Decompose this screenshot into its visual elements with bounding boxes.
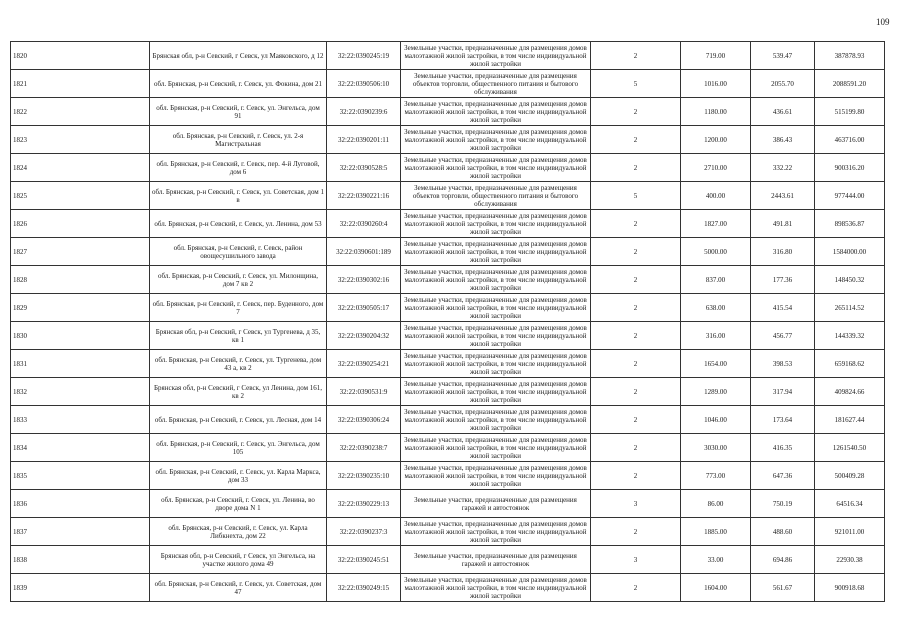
- area-cell: 1200.00: [681, 126, 751, 154]
- row-number: 1826: [11, 210, 150, 238]
- address-cell: обл. Брянская, р-н Севский, г. Севск, ул. Советская, дом 1 в: [150, 182, 327, 210]
- address-cell: Брянская обл, р-н Севский, г Севск, ул Ленина, дом 161, кв 2: [150, 378, 327, 406]
- cadastral-number-cell: 32:22:0390221:16: [327, 182, 401, 210]
- cadastral-number-cell: 32:22:0390302:16: [327, 266, 401, 294]
- cadastral-number-cell: 32:22:0390229:13: [327, 490, 401, 518]
- land-use-cell: Земельные участки, предназначенные для размещения домов малоэтажной жилой застройки, в том числе индивидуальной жилой застройки: [401, 378, 591, 406]
- address-cell: обл. Брянская, р-н Севский, г. Севск, пер. Буденного, дом 7: [150, 294, 327, 322]
- area-cell: 773.00: [681, 462, 751, 490]
- specific-value-cell: 173.64: [751, 406, 815, 434]
- cadastral-number-cell: 32:22:0390306:24: [327, 406, 401, 434]
- cadastral-value-cell: 1584000.00: [815, 238, 885, 266]
- land-use-cell: Земельные участки, предназначенные для размещения гаражей и автостоянок: [401, 490, 591, 518]
- cadastral-value-cell: 144339.32: [815, 322, 885, 350]
- area-cell: 316.00: [681, 322, 751, 350]
- area-cell: 719.00: [681, 42, 751, 70]
- group-number-cell: 2: [591, 518, 681, 546]
- address-cell: обл. Брянская, р-н Севский, г. Севск, район овощесушильного завода: [150, 238, 327, 266]
- table-row: [11, 406, 885, 434]
- group-number-cell: 5: [591, 182, 681, 210]
- group-number-cell: 2: [591, 126, 681, 154]
- cadastral-value-cell: 265114.52: [815, 294, 885, 322]
- cadastral-value-cell: 22930.38: [815, 546, 885, 574]
- table-row: [11, 70, 885, 98]
- land-use-cell: Земельные участки, предназначенные для размещения домов малоэтажной жилой застройки, в том числе индивидуальной жилой застройки: [401, 322, 591, 350]
- cadastral-number-cell: 32:22:0390531:9: [327, 378, 401, 406]
- table-row: [11, 574, 885, 602]
- table-row: [11, 210, 885, 238]
- address-cell: Брянская обл, р-н Севский, г Севск, ул Маяковского, д 12: [150, 42, 327, 70]
- row-number: 1832: [11, 378, 150, 406]
- land-use-cell: Земельные участки, предназначенные для размещения домов малоэтажной жилой застройки, в том числе индивидуальной жилой застройки: [401, 406, 591, 434]
- specific-value-cell: 750.19: [751, 490, 815, 518]
- address-cell: обл. Брянская, р-н Севский, г. Севск, ул. Милонщина, дом 7 кв 2: [150, 266, 327, 294]
- area-cell: 837.00: [681, 266, 751, 294]
- area-cell: 1885.00: [681, 518, 751, 546]
- cadastral-value-cell: 1261540.50: [815, 434, 885, 462]
- address-cell: обл. Брянская, р-н Севский, г. Севск, ул. Карла Маркса, дом 33: [150, 462, 327, 490]
- area-cell: 3030.00: [681, 434, 751, 462]
- land-use-cell: Земельные участки, предназначенные для размещения домов малоэтажной жилой застройки, в том числе индивидуальной жилой застройки: [401, 42, 591, 70]
- cadastral-value-cell: 900918.68: [815, 574, 885, 602]
- group-number-cell: 2: [591, 574, 681, 602]
- cadastral-value-cell: 2088591.20: [815, 70, 885, 98]
- row-number: 1835: [11, 462, 150, 490]
- specific-value-cell: 539.47: [751, 42, 815, 70]
- specific-value-cell: 332.22: [751, 154, 815, 182]
- cadastral-value-cell: 463716.00: [815, 126, 885, 154]
- land-use-cell: Земельные участки, предназначенные для размещения домов малоэтажной жилой застройки, в том числе индивидуальной жилой застройки: [401, 434, 591, 462]
- cadastral-number-cell: 32:22:0390237:3: [327, 518, 401, 546]
- table-row: [11, 98, 885, 126]
- table-row: [11, 322, 885, 350]
- specific-value-cell: 416.35: [751, 434, 815, 462]
- specific-value-cell: 456.77: [751, 322, 815, 350]
- address-cell: обл. Брянская, р-н Севский, г. Севск, ул. Карла Либкнехта, дом 22: [150, 518, 327, 546]
- table-row: [11, 182, 885, 210]
- cadastral-number-cell: 32:22:0390201:11: [327, 126, 401, 154]
- group-number-cell: 2: [591, 210, 681, 238]
- land-use-cell: Земельные участки, предназначенные для размещения домов малоэтажной жилой застройки, в том числе индивидуальной жилой застройки: [401, 574, 591, 602]
- land-use-cell: Земельные участки, предназначенные для размещения объектов торговли, общественного питания и бытового обслуживания: [401, 70, 591, 98]
- cadastral-value-cell: 181627.44: [815, 406, 885, 434]
- row-number: 1820: [11, 42, 150, 70]
- row-number: 1837: [11, 518, 150, 546]
- address-cell: Брянская обл, р-н Севский, г Севск, ул Тургенева, д 35, кв 1: [150, 322, 327, 350]
- cadastral-number-cell: 32:22:0390528:5: [327, 154, 401, 182]
- cadastral-value-cell: 148450.32: [815, 266, 885, 294]
- group-number-cell: 2: [591, 238, 681, 266]
- table-row: [11, 378, 885, 406]
- area-cell: 1180.00: [681, 98, 751, 126]
- group-number-cell: 2: [591, 378, 681, 406]
- cadastral-value-cell: 64516.34: [815, 490, 885, 518]
- specific-value-cell: 398.53: [751, 350, 815, 378]
- cadastral-value-cell: 921011.00: [815, 518, 885, 546]
- land-use-cell: Земельные участки, предназначенные для размещения домов малоэтажной жилой застройки, в том числе индивидуальной жилой застройки: [401, 154, 591, 182]
- address-cell: обл. Брянская, р-н Севский, г. Севск, пер. 4-й Луговой, дом 6: [150, 154, 327, 182]
- area-cell: 1827.00: [681, 210, 751, 238]
- row-number: 1827: [11, 238, 150, 266]
- address-cell: обл. Брянская, р-н Севский, г. Севск, ул. Тургенева, дом 43 а, кв 2: [150, 350, 327, 378]
- cadastral-number-cell: 32:22:0390245:51: [327, 546, 401, 574]
- row-number: 1821: [11, 70, 150, 98]
- address-cell: обл. Брянская, р-н Севский, г. Севск, ул. Энгельса, дом 105: [150, 434, 327, 462]
- row-number: 1839: [11, 574, 150, 602]
- cadastral-number-cell: 32:22:0390239:6: [327, 98, 401, 126]
- group-number-cell: 2: [591, 98, 681, 126]
- group-number-cell: 2: [591, 42, 681, 70]
- cadastral-value-cell: 977444.00: [815, 182, 885, 210]
- table-row: [11, 238, 885, 266]
- table-row: [11, 350, 885, 378]
- row-number: 1822: [11, 98, 150, 126]
- cadastral-number-cell: 32:22:0390245:19: [327, 42, 401, 70]
- area-cell: 1046.00: [681, 406, 751, 434]
- cadastral-number-cell: 32:22:0390260:4: [327, 210, 401, 238]
- table-row: [11, 490, 885, 518]
- page-number: 109: [876, 17, 890, 27]
- cadastral-value-cell: 898536.87: [815, 210, 885, 238]
- land-registry-table: [10, 41, 885, 602]
- cadastral-number-cell: 32:22:0390249:15: [327, 574, 401, 602]
- specific-value-cell: 2055.70: [751, 70, 815, 98]
- cadastral-value-cell: 515199.80: [815, 98, 885, 126]
- specific-value-cell: 177.36: [751, 266, 815, 294]
- specific-value-cell: 386.43: [751, 126, 815, 154]
- specific-value-cell: 488.60: [751, 518, 815, 546]
- specific-value-cell: 694.86: [751, 546, 815, 574]
- cadastral-value-cell: 659168.62: [815, 350, 885, 378]
- land-use-cell: Земельные участки, предназначенные для размещения домов малоэтажной жилой застройки, в том числе индивидуальной жилой застройки: [401, 350, 591, 378]
- table-row: [11, 434, 885, 462]
- land-use-cell: Земельные участки, предназначенные для размещения домов малоэтажной жилой застройки, в том числе индивидуальной жилой застройки: [401, 238, 591, 266]
- table-row: [11, 546, 885, 574]
- specific-value-cell: 491.81: [751, 210, 815, 238]
- row-number: 1831: [11, 350, 150, 378]
- group-number-cell: 2: [591, 462, 681, 490]
- group-number-cell: 2: [591, 322, 681, 350]
- cadastral-number-cell: 32:22:0390505:17: [327, 294, 401, 322]
- group-number-cell: 2: [591, 406, 681, 434]
- address-cell: обл. Брянская, р-н Севский, г. Севск, ул. 2-я Магистральная: [150, 126, 327, 154]
- group-number-cell: 2: [591, 154, 681, 182]
- land-use-cell: Земельные участки, предназначенные для размещения домов малоэтажной жилой застройки, в том числе индивидуальной жилой застройки: [401, 518, 591, 546]
- area-cell: 1016.00: [681, 70, 751, 98]
- table-row: [11, 42, 885, 70]
- cadastral-number-cell: 32:22:0390601:189: [327, 238, 401, 266]
- table-row: [11, 154, 885, 182]
- group-number-cell: 3: [591, 490, 681, 518]
- area-cell: 33.00: [681, 546, 751, 574]
- row-number: 1833: [11, 406, 150, 434]
- address-cell: обл. Брянская, р-н Севский, г. Севск, ул. Ленина, дом 53: [150, 210, 327, 238]
- group-number-cell: 2: [591, 434, 681, 462]
- group-number-cell: 2: [591, 294, 681, 322]
- land-use-cell: Земельные участки, предназначенные для размещения домов малоэтажной жилой застройки, в том числе индивидуальной жилой застройки: [401, 266, 591, 294]
- area-cell: 2710.00: [681, 154, 751, 182]
- cadastral-value-cell: 387878.93: [815, 42, 885, 70]
- cadastral-number-cell: 32:22:0390506:10: [327, 70, 401, 98]
- row-number: 1829: [11, 294, 150, 322]
- group-number-cell: 2: [591, 266, 681, 294]
- specific-value-cell: 647.36: [751, 462, 815, 490]
- group-number-cell: 2: [591, 350, 681, 378]
- table-body: [11, 42, 885, 602]
- area-cell: 1289.00: [681, 378, 751, 406]
- row-number: 1830: [11, 322, 150, 350]
- cadastral-value-cell: 409824.66: [815, 378, 885, 406]
- address-cell: обл. Брянская, р-н Севский, г. Севск, ул. Энгельса, дом 91: [150, 98, 327, 126]
- table-row: [11, 462, 885, 490]
- specific-value-cell: 415.54: [751, 294, 815, 322]
- area-cell: 1604.00: [681, 574, 751, 602]
- land-use-cell: Земельные участки, предназначенные для размещения домов малоэтажной жилой застройки, в том числе индивидуальной жилой застройки: [401, 294, 591, 322]
- table-row: [11, 294, 885, 322]
- area-cell: 5000.00: [681, 238, 751, 266]
- area-cell: 86.00: [681, 490, 751, 518]
- table-row: [11, 266, 885, 294]
- cadastral-number-cell: 32:22:0390238:7: [327, 434, 401, 462]
- address-cell: обл. Брянская, р-н Севский, г. Севск, ул. Ленина, во дворе дома N 1: [150, 490, 327, 518]
- address-cell: обл. Брянская, р-н Севский, г. Севск, ул. Фокина, дом 21: [150, 70, 327, 98]
- land-use-cell: Земельные участки, предназначенные для размещения домов малоэтажной жилой застройки, в том числе индивидуальной жилой застройки: [401, 210, 591, 238]
- row-number: 1828: [11, 266, 150, 294]
- group-number-cell: 3: [591, 546, 681, 574]
- table-row: [11, 518, 885, 546]
- row-number: 1823: [11, 126, 150, 154]
- area-cell: 638.00: [681, 294, 751, 322]
- table-row: [11, 126, 885, 154]
- area-cell: 1654.00: [681, 350, 751, 378]
- land-use-cell: Земельные участки, предназначенные для размещения домов малоэтажной жилой застройки, в том числе индивидуальной жилой застройки: [401, 462, 591, 490]
- row-number: 1825: [11, 182, 150, 210]
- area-cell: 400.00: [681, 182, 751, 210]
- address-cell: обл. Брянская, р-н Севский, г. Севск, ул. Советская, дом 47: [150, 574, 327, 602]
- cadastral-number-cell: 32:22:0390204:32: [327, 322, 401, 350]
- specific-value-cell: 2443.61: [751, 182, 815, 210]
- land-use-cell: Земельные участки, предназначенные для размещения домов малоэтажной жилой застройки, в том числе индивидуальной жилой застройки: [401, 126, 591, 154]
- cadastral-number-cell: 32:22:0390254:21: [327, 350, 401, 378]
- row-number: 1824: [11, 154, 150, 182]
- cadastral-value-cell: 500409.28: [815, 462, 885, 490]
- specific-value-cell: 436.61: [751, 98, 815, 126]
- group-number-cell: 5: [591, 70, 681, 98]
- row-number: 1836: [11, 490, 150, 518]
- address-cell: обл. Брянская, р-н Севский, г. Севск, ул. Лесная, дом 14: [150, 406, 327, 434]
- specific-value-cell: 316.80: [751, 238, 815, 266]
- row-number: 1834: [11, 434, 150, 462]
- land-use-cell: Земельные участки, предназначенные для размещения домов малоэтажной жилой застройки, в том числе индивидуальной жилой застройки: [401, 98, 591, 126]
- specific-value-cell: 317.94: [751, 378, 815, 406]
- land-use-cell: Земельные участки, предназначенные для размещения объектов торговли, общественного питания и бытового обслуживания: [401, 182, 591, 210]
- specific-value-cell: 561.67: [751, 574, 815, 602]
- cadastral-number-cell: 32:22:0390235:10: [327, 462, 401, 490]
- cadastral-value-cell: 900316.20: [815, 154, 885, 182]
- address-cell: Брянская обл, р-н Севский, г Севск, ул Энгельса, на участке жилого дома 49: [150, 546, 327, 574]
- land-use-cell: Земельные участки, предназначенные для размещения гаражей и автостоянок: [401, 546, 591, 574]
- row-number: 1838: [11, 546, 150, 574]
